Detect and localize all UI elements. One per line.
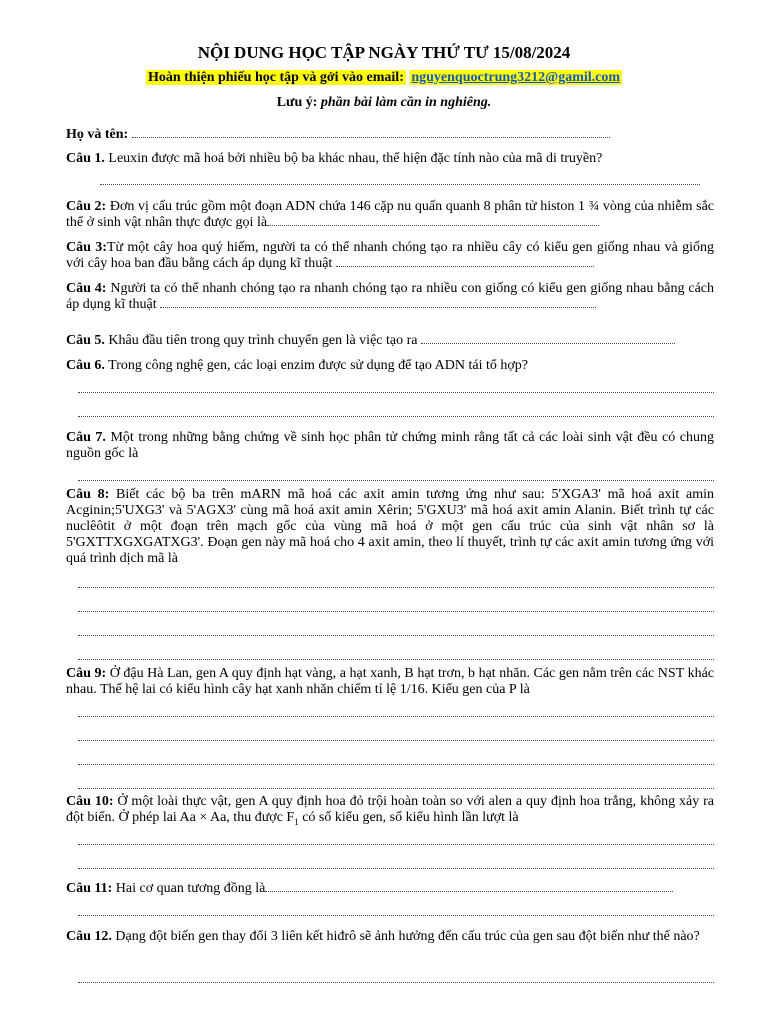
answer-line[interactable]	[78, 740, 714, 741]
question-text: Người ta có thể nhanh chóng tạo ra nhanh chóng tạo ra nhiều con giống có kiểu gen giống nhau bằng cách áp dụng kĩ thuật	[66, 281, 715, 312]
question-text: Hai cơ quan tương đồng là	[115, 881, 266, 896]
answer-line[interactable]	[160, 304, 596, 308]
name-row	[66, 127, 610, 143]
question-4	[66, 281, 714, 313]
answer-line[interactable]	[78, 764, 714, 765]
page-title: NỘI DUNG HỌC TẬP NGÀY THỨ TƯ 15/08/2024	[197, 43, 571, 62]
answer-line[interactable]	[78, 915, 714, 916]
instruction-line	[0, 70, 768, 86]
note-line	[0, 95, 768, 111]
question-2	[66, 199, 714, 231]
answer-line[interactable]	[78, 716, 714, 717]
answer-line[interactable]	[267, 222, 599, 226]
question-label: Câu 4:	[66, 281, 107, 296]
answer-line[interactable]	[78, 844, 714, 845]
answer-line[interactable]	[78, 392, 714, 393]
question-10	[66, 794, 714, 830]
question-text: Ở một loài thực vật, gen A quy định hoa đỏ trội hoàn toàn so với alen a quy định hoa trắng, không xảy ra đột biến. Ở phép lai Aa × Aa, thu được F	[66, 794, 714, 825]
question-label: Câu 2:	[66, 199, 107, 214]
question-text: Khâu đầu tiên trong quy trình chuyển gen là việc tạo ra	[108, 333, 418, 348]
question-text: Đơn vị cấu trúc gồm một đoạn ADN chứa 146 cặp nu quấn quanh 8 phân tử histon 1 ¾ vòng của nhiễm sắc thể ở sinh vật nhân thực được gọi là	[66, 199, 715, 230]
question-9	[66, 666, 714, 698]
question-label: Câu 5.	[66, 333, 105, 348]
question-label: Câu 6.	[66, 358, 105, 373]
question-label: Câu 3:	[66, 240, 107, 255]
question-7	[66, 430, 714, 462]
answer-line[interactable]	[78, 868, 714, 869]
answer-line[interactable]	[100, 184, 700, 185]
question-11	[66, 881, 714, 897]
answer-line[interactable]	[78, 982, 714, 983]
name-answer-line[interactable]	[132, 134, 610, 138]
question-text: Trong công nghệ gen, các loại enzim được sử dụng để tạo ADN tái tổ hợp?	[108, 358, 528, 373]
answer-line[interactable]	[78, 587, 714, 588]
answer-line[interactable]	[421, 340, 675, 344]
name-label: Họ và tên:	[66, 127, 129, 142]
email-link[interactable]: nguyenquoctrung3212@gamil.com	[411, 70, 621, 85]
answer-line[interactable]	[78, 788, 714, 789]
answer-line[interactable]	[78, 480, 714, 481]
answer-line[interactable]	[78, 659, 714, 660]
question-5	[66, 333, 714, 349]
question-label: Câu 10:	[66, 794, 114, 809]
answer-line[interactable]	[78, 635, 714, 636]
question-text: Dạng đột biến gen thay đổi 3 liên kết hiđrô sẽ ảnh hưởng đến cấu trúc của gen sau đột biến như thế nào?	[115, 929, 700, 944]
question-text-cont: có số kiểu gen, số kiểu hình lần lượt là	[298, 810, 519, 825]
answer-line[interactable]	[265, 888, 673, 892]
answer-line[interactable]	[78, 611, 714, 612]
answer-line[interactable]	[78, 416, 714, 417]
question-8	[66, 487, 714, 567]
instruction-text: Hoàn thiện phiếu học tập và gởi vào email:	[147, 70, 404, 85]
question-text: Leuxin được mã hoá bởi nhiều bộ ba khác nhau, thể hiện đặc tính nào của mã di truyền?	[108, 151, 603, 166]
note-text: phần bài làm cần in nghiêng.	[320, 95, 492, 110]
question-label: Câu 12.	[66, 929, 112, 944]
note-label: Lưu ý:	[276, 95, 318, 110]
subscript: 1	[294, 816, 299, 827]
question-text: Biết các bộ ba trên mARN mã hoá các axit amin tương ứng như sau: 5'XGA3' mã hoá axit amin Acginin;5'UXG3' và 5'AGX3' cùng mã hoá axit amin Xêrin; 5'GXU3' mã hoá axit amin Alanin. Biết trình tự các nuclêôtit ở một đoạn trên mạch gốc của vùng mã hoá ở một gen cấu trúc của sinh vật nhân sơ là 5'GXTTXGXGATXG3'. Đoạn gen này mã hoá cho 4 axit amin, theo lí thuyết, trình tự các axit amin tương ứng với quá trình dịch mã là	[66, 487, 715, 566]
question-text: Từ một cây hoa quý hiếm, người ta có thể nhanh chóng tạo ra nhiều cây có kiểu gen giống nhau và giống với cây hoa ban đầu bằng cách áp dụng kĩ thuật	[66, 240, 714, 271]
question-label: Câu 7.	[66, 430, 106, 445]
question-text: Một trong những bằng chứng về sinh học phân tử chứng minh rằng tất cả các loài sinh vật đều có chung nguồn gốc là	[66, 430, 714, 461]
question-label: Câu 9:	[66, 666, 107, 681]
question-text: Ở đậu Hà Lan, gen A quy định hạt vàng, a hạt xanh, B hạt trơn, b hạt nhăn. Các gen nằm trên các NST khác nhau. Thế hệ lai có kiểu hình cây hạt xanh nhăn chiếm tỉ lệ 1/16. Kiểu gen của P là	[66, 666, 714, 697]
question-label: Câu 1.	[66, 151, 105, 166]
question-label: Câu 11:	[66, 881, 113, 896]
question-6	[66, 358, 714, 374]
question-label: Câu 8:	[66, 487, 110, 502]
question-1	[66, 151, 714, 167]
answer-line[interactable]	[336, 263, 594, 267]
question-3	[66, 240, 714, 272]
question-12	[66, 929, 714, 945]
